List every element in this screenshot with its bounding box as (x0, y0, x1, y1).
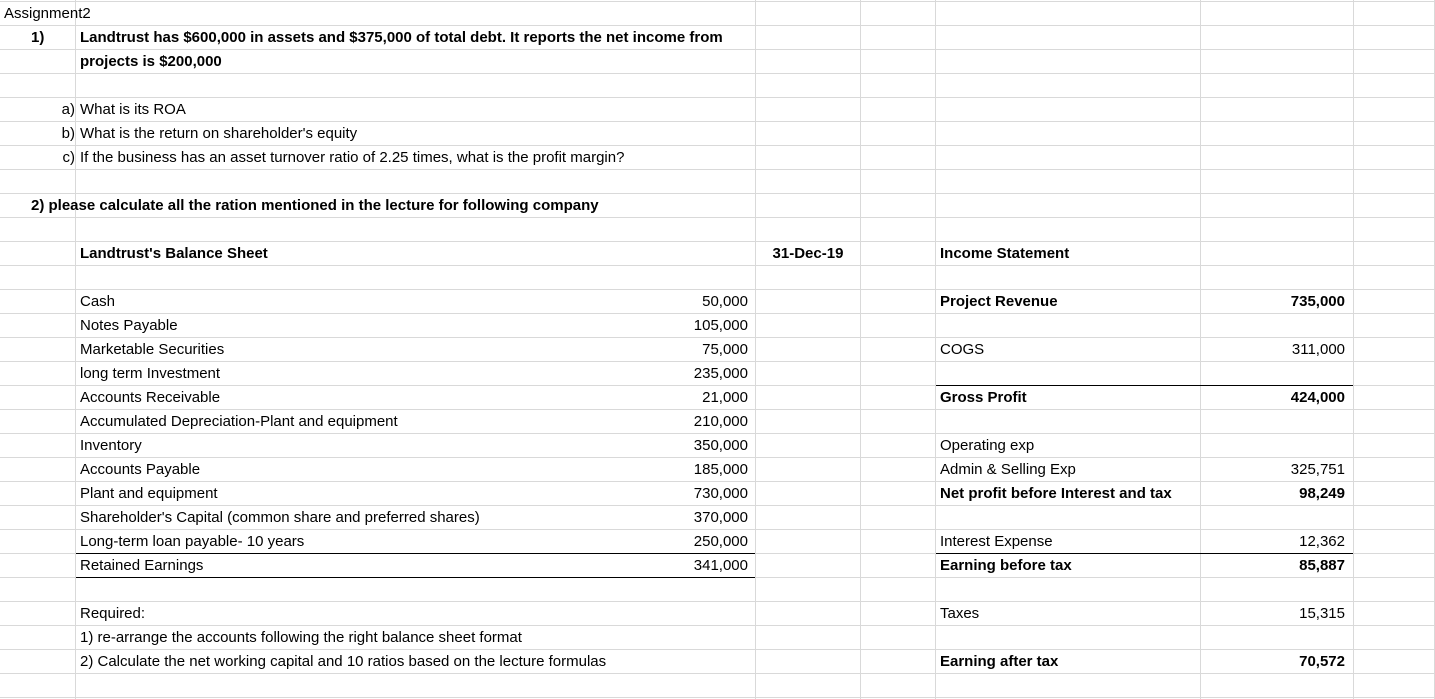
income-label-taxes[interactable]: Taxes (940, 605, 980, 622)
q2-heading[interactable]: 2) please calculate all the ration mentioned in the lecture for following company (31, 197, 599, 214)
balance-row-label[interactable]: Retained Earnings (80, 557, 204, 574)
balance-row-value[interactable]: 350,000 (693, 437, 748, 454)
income-value-cogs[interactable]: 311,000 (1291, 341, 1345, 358)
required-heading[interactable]: Required: (80, 605, 146, 622)
gridline (75, 0, 76, 699)
q1-number[interactable]: 1) (31, 29, 45, 46)
balance-row-label[interactable]: Plant and equipment (80, 485, 218, 502)
balance-row-value[interactable]: 235,000 (693, 365, 748, 382)
gridline (0, 97, 1435, 98)
balance-row-label[interactable]: Cash (80, 293, 116, 310)
required-item[interactable]: 2) Calculate the net working capital and 10 ratios based on the lecture formulas (80, 653, 607, 670)
income-label-cogs[interactable]: COGS (940, 341, 985, 358)
q1-part-text[interactable]: What is the return on shareholder's equity (80, 125, 358, 142)
balance-row-label[interactable]: Long-term loan payable- 10 years (80, 533, 305, 550)
income-statement-title[interactable]: Income Statement (940, 245, 1070, 262)
q1-part-text[interactable]: What is its ROA (80, 101, 186, 118)
income-value-interest-expense[interactable]: 12,362 (1299, 533, 1345, 550)
balance-row-value[interactable]: 50,000 (702, 293, 748, 310)
income-value-net-profit-before[interactable]: 98,249 (1299, 485, 1345, 502)
balance-row-value[interactable]: 21,000 (702, 389, 748, 406)
balance-row-value[interactable]: 185,000 (693, 461, 748, 478)
balance-row-value[interactable]: 341,000 (693, 557, 748, 574)
income-label-project-revenue[interactable]: Project Revenue (940, 293, 1058, 310)
balance-row-label[interactable]: Accumulated Depreciation-Plant and equipment (80, 413, 398, 430)
gridline (935, 0, 936, 699)
income-label-net-profit-before[interactable]: Net profit before Interest and tax (940, 485, 1172, 502)
balance-sheet-title[interactable]: Landtrust's Balance Sheet (80, 245, 268, 262)
q1-text-line2[interactable]: projects is $200,000 (80, 53, 222, 70)
q1-part-text[interactable]: If the business has an asset turnover ratio of 2.25 times, what is the profit margin? (80, 149, 625, 166)
sheet-title[interactable]: Assignment2 (4, 5, 91, 22)
income-label-operating-exp[interactable]: Operating exp (940, 437, 1035, 454)
income-label-gross-profit[interactable]: Gross Profit (940, 389, 1027, 406)
balance-row-label[interactable]: Marketable Securities (80, 341, 225, 358)
balance-row-value[interactable]: 75,000 (702, 341, 748, 358)
balance-row-label[interactable]: Accounts Payable (80, 461, 201, 478)
balance-row-value[interactable]: 370,000 (693, 509, 748, 526)
gridline (1353, 0, 1354, 699)
q1-part-label[interactable]: a) (61, 101, 75, 118)
balance-row-value[interactable]: 105,000 (693, 317, 748, 334)
q1-text-line1[interactable]: Landtrust has $600,000 in assets and $375,000 of total debt. It reports the net income from (80, 29, 723, 46)
income-value-taxes[interactable]: 15,315 (1299, 605, 1345, 622)
balance-row-label[interactable]: Inventory (80, 437, 142, 454)
income-label-earning-after-tax[interactable]: Earning after tax (940, 653, 1059, 670)
gridline (0, 697, 1435, 698)
income-value-earning-before-tax[interactable]: 85,887 (1299, 557, 1345, 574)
balance-row-value[interactable]: 730,000 (693, 485, 748, 502)
income-value-gross-profit[interactable]: 424,000 (1290, 389, 1345, 406)
gridline (0, 1, 1435, 2)
income-label-interest-expense[interactable]: Interest Expense (940, 533, 1053, 550)
balance-row-label[interactable]: Accounts Receivable (80, 389, 221, 406)
gridline (755, 0, 756, 699)
balance-sheet-date[interactable]: 31-Dec-19 (772, 245, 844, 262)
q1-part-label[interactable]: c) (62, 149, 75, 166)
balance-row-label[interactable]: Notes Payable (80, 317, 178, 334)
income-label-earning-before-tax[interactable]: Earning before tax (940, 557, 1072, 574)
balance-row-label[interactable]: long term Investment (80, 365, 221, 382)
q1-part-label[interactable]: b) (61, 125, 75, 142)
balance-row-value[interactable]: 210,000 (693, 413, 748, 430)
income-value-admin-selling[interactable]: 325,751 (1290, 461, 1345, 478)
gridline (860, 0, 861, 699)
income-value-earning-after-tax[interactable]: 70,572 (1299, 653, 1345, 670)
balance-row-label[interactable]: Shareholder's Capital (common share and preferred shares) (80, 509, 480, 526)
income-label-admin-selling[interactable]: Admin & Selling Exp (940, 461, 1076, 478)
income-value-project-revenue[interactable]: 735,000 (1290, 293, 1345, 310)
required-item[interactable]: 1) re-arrange the accounts following the right balance sheet format (80, 629, 522, 646)
balance-row-value[interactable]: 250,000 (693, 533, 748, 550)
